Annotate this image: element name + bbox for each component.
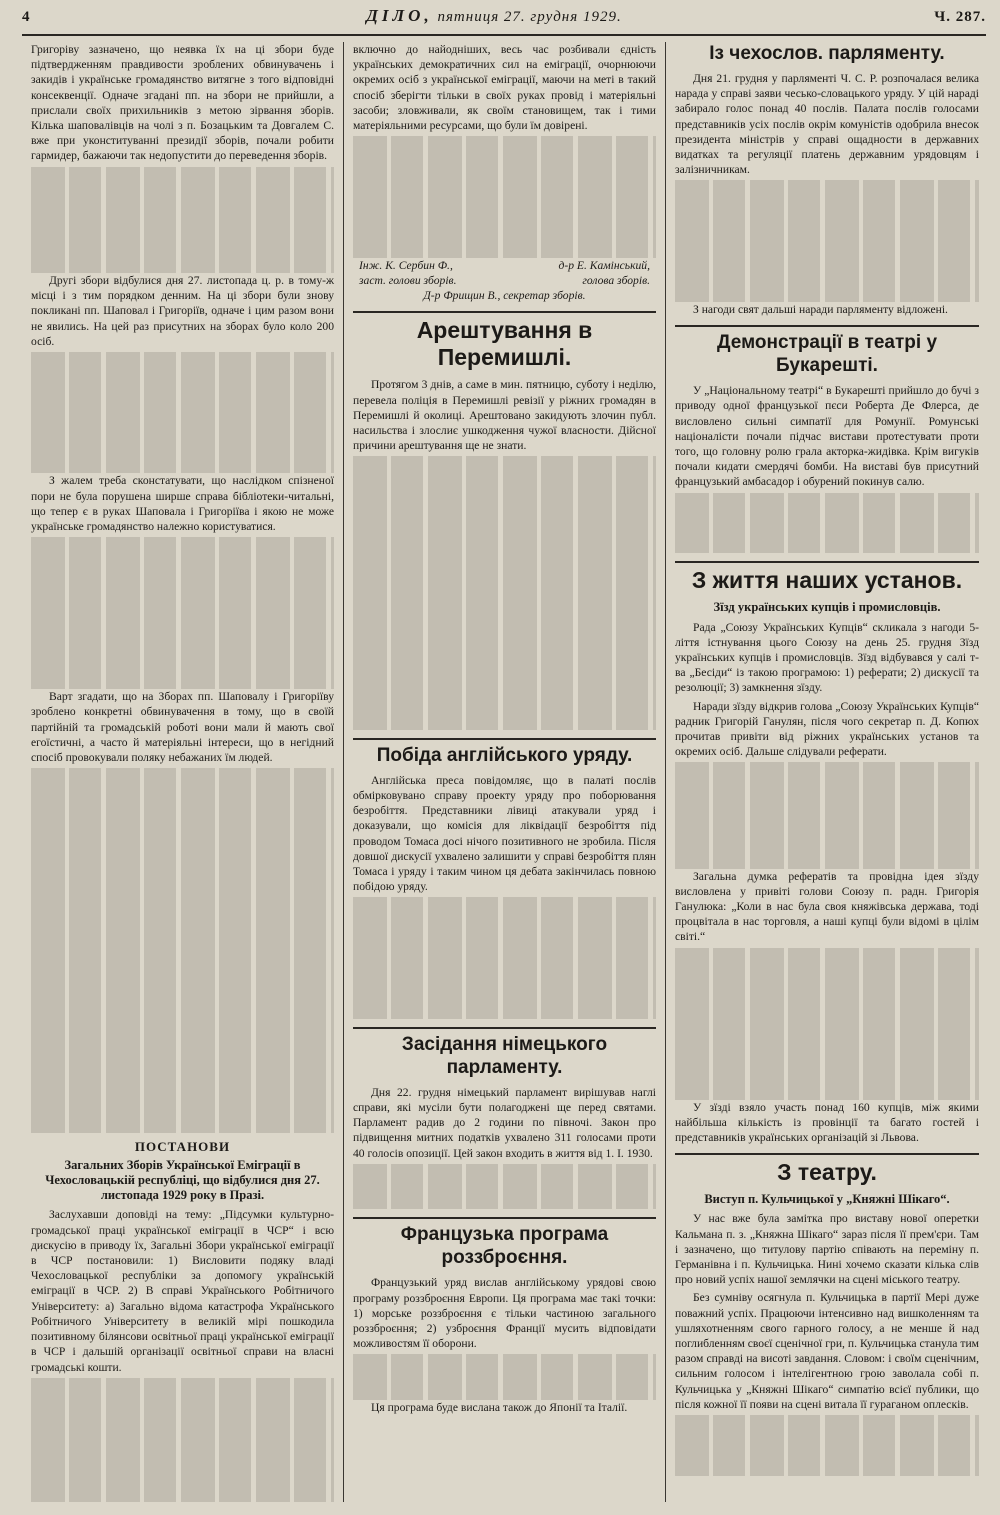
article-paragraph: Григоріву зазначено, що неявка їх на ці збори буде підтвердженням правдивости зроблених обвинувачень і закидів і українське громадянство витягне з того відповідні консеквенції. Одначе згадані пп. на збори не прийшли, а прислали своїх прихильників з метою зірвання зборів. Кілька шаповалівців на чолі з п. Бозацьким та Довгалем С. вже при уконституванні президії зборів, почали робити гармидер, бажаючи так недопустити до переведення зборів. [31,43,334,163]
article-paragraph: Без сумніву осягнула п. Кульчицька в партії Мері дуже поважний успіх. Працюючи інтенсивно над вишколенням та ушляхотненням свого гарного голосу, а не менше й над поглибленням своєї сценічної гри, п. Кульчицька станула тим разом справді на висоті завдання. Словом: і своїм сценічним, сильним голосом і інтелігентною грою заволала собі п. Кульчицька у „Княжні Шікаго“ симпатію всієї публики, що після кожної її появи на сцені витала її гураганом оплесків. [675,1291,979,1411]
article-paragraph: Дня 21. грудня у парляменті Ч. С. Р. розпочалася велика нарада у справі заяви чесько-словацького уряду. У цій нараді забирало голос понад 40 послів. Палата послів голосами представників усіх послів окрім комуністів одобрила внесок президента міністрів у справі ощадности в державних видатках та регуляції платень державним урядовцям і залізничникам. [675,72,979,177]
subheading-kulchytska: Виступ п. Кульчицької у „Княжні Шікаго“. [704,1192,950,1207]
issue-number: Ч. 287. [934,9,986,25]
headline-institutions: З життя наших установ. [675,561,979,594]
page-mark: 4 [22,9,31,25]
paper-name: ДІЛО, [366,6,433,25]
article-paragraph: У „Національному театрі“ в Букарешті прийшло до бучі з приводу одної французької пєси Роберта Де Флерса, де висловлено сильні симпатії для Ромунії. Ромунські націоналісти почали підчас вистави протестувати проти того, що головну ролю грала акторка-жидівка. Крім вигуків почали кидати смердячі бомби. На виставі був присутний французький амбасадор і обурений покинув салю. [675,384,979,489]
masthead-title [366,6,621,26]
headline-france: Французька програма роззброєння. [353,1217,656,1269]
resolutions-title: ПОСТАНОВИ [134,1138,231,1154]
article-paragraph: У зїзді взяло участь понад 160 купців, між якими найбільша кількість із провінції та багато гостей і представників українських організацій зі Львова. [675,1100,979,1144]
article-paragraph: Протягом 3 днів, а саме в мин. пятницю, суботу і неділю, перевела поліція в Перемишлі ревізії у ріжних громадян в Перемишлі й околиці. Арештовано закидують злочин публ. насильства і злослиє ушкодження чужої власности. Дійсної причини арештування ще не знати. [353,378,656,453]
masthead [22,6,986,36]
article-paragraph: Другі збори відбулися дня 27. листопада ц. р. в тому-ж місці і з тим порядком денним. На ці збори були знову покликані пп. Шаповал і Григоріїв, одначе і цим разом вони не явились. На цей раз присутних на зборах було коло 200 осіб. [31,273,334,348]
column-1 [22,42,344,1502]
article-paragraph: Ця програма буде вислана також до Японії та Італії. [371,1401,628,1414]
article-paragraph: включно до найодніших, весь час розбивали єдність українських демократичних сил на еміграції, очорнюючи окремих осіб з української еміграції, маючи на меті в такий спосіб зберігти тільки в своїх руках провід і матеріяльні засоби; зловживали, як своїм становищем, так і тими матеріяльними ресурсами, що були їм довірені. [353,43,656,133]
article-paragraph: Англійська преса повідомляє, що в палаті послів обмірковувано справу проекту уряду про поборювання безробіття. Представники лівиці атакували уряд і доказували, що комісія для ліквідації безробіття під проводом Томаса досі нічого позитивного не зробила. Після довшої дискусії ухвалено залишити у справі безробіття плян Томаса і уряду і таким чином ця дебата закінчилась повною побідою уряду. [353,773,656,894]
article-paragraph: Загальна думка рефератів та провідна ідея зїзду висловлена у привіті голови Союзу п. радн. Григорія Ганулюка: „Коли в нас була своя княжівська держава, тоді процвітала в нас торговля, а наші купці були відомі в цілім світі.“ [675,869,979,944]
issue-date: пятниця 27. грудня 1929. [437,9,622,25]
signature-serbyn: Інж. К. Сербин Ф., [359,258,453,272]
signature-roles-row [353,273,656,288]
article-paragraph: Наради зїзду відкрив голова „Союзу Українських Купців“ радник Григорій Ганулян, після чого секретар п. Д. Копюх прочитав привіти від ріжних українських установ та окремих осіб. Дальше слідували реферати. [675,699,979,759]
article-paragraph: Заслухавши доповіді на тему: „Підсумки культурно-громадської праці української еміграції в ЧСР“ і всю дискусію в приводу їх, Загальні Збори української еміграції в ЧСР постановили: 1) Висловити подяку владі Чехословацької республіки за допомогу українській еміграції в ЧСР. 2) В справі Українського Робітничого Університету: а) Загально відома катастрофа Українського Робітничого Університету в великій мірі пошкодила позитивному білянсови освітньої праці української еміграції в ЧСР і дальшій організації освітньої справи на власні громадські кошти. [31,1208,334,1374]
article-paragraph: Варт згадати, що на Зборах пп. Шаповалу і Григоріїву зроблено конкретні обвинувачення в тому, що в своїй партійній та громадській роботі вони мали й мають свої егоїстичні, а часто й матеріяльні інтереси, що в негідний спосіб провокували поляку небажаних їм людей. [31,690,334,764]
article-paragraph: З нагоди свят дальші наради парляменту відложені. [693,302,948,316]
headline-arrests: Арештування в Перемишлі. [353,311,656,371]
signature-role-left: заст. голови зборів. [359,273,457,287]
article-paragraph: Французький уряд вислав англійському урядові свою програму роззброєння Европи. Ця програма має такі точки: 1) морське роззброєння є тільки частиною загального роззброєння; 2) узброєння Франції мусить відповідати можливостям її оборони. [353,1276,656,1351]
signature-role-right: голова зборів. [582,273,650,287]
resolutions-subtitle: Загальних Зборів Української Еміграції в Чехословацькій республіці, що відбулися дня 27. листопада 1929 року в Празі. [45,1157,320,1203]
headline-britain: Побіда англійського уряду. [353,738,656,767]
signature-secretary: Д-р Фрищин В., секретар зборів. [423,289,586,303]
headline-bucharest: Демонстрації в театрі у Букарешті. [675,325,979,377]
signature-kaminskyi: д-р Е. Камінський, [558,258,650,272]
article-paragraph: У нас вже була замітка про виставу нової оперетки Кальмана п. з. „Княжна Шікаго“ зараз після її прем'єри. Там і зазначено, що титулову партію співають на переміну п. Германівна і п. Кульчицька. Нині хочемо сказати кілька слів про новий успіх нашої землячки на сцені міського театру. [675,1212,979,1287]
headline-germany: Засідання німецького парламенту. [353,1027,656,1079]
headline-theatre: З театру. [675,1153,979,1186]
headline-czech-parliament: Із чехослов. парляменту. [709,43,945,64]
article-paragraph: Дня 22. грудня німецький парламент вирішував наглі справи, які мусіли бути полагоджені ще перед святами. Парламент радив до 2 години по півночі. Закон про підвищення митних податків ухвалено 311 голосами проти 40 голосів опозиції. Цей закон входить в життя від 1. I. 1930. [353,1085,656,1160]
subheading-merchants-congress: Зїзд українських купців і промисловців. [713,600,941,615]
column-3 [666,42,988,1502]
article-paragraph: З жалем треба сконстатувати, що наслідком спізненої пори не була порушена ширше справа бібліотеки-читальні, що тепер є в руках Шаповала і Григоріїва і якою не може українське громадянство належно користуватися. [31,474,334,534]
article-columns [22,42,986,1502]
signatures-row [353,258,656,273]
article-paragraph: Рада „Союзу Українських Купців“ скликала з нагоди 5-ліття істнування цього Союзу на день 25. грудня Зїзд українських купців і промисловців. Зїзд відбувався у салі т-ва „Бесіди“ із такою програмою: 1) реферати; 2) дискусії та резолюції; 3) замкнення зїзду. [675,620,979,695]
column-2 [344,42,666,1502]
